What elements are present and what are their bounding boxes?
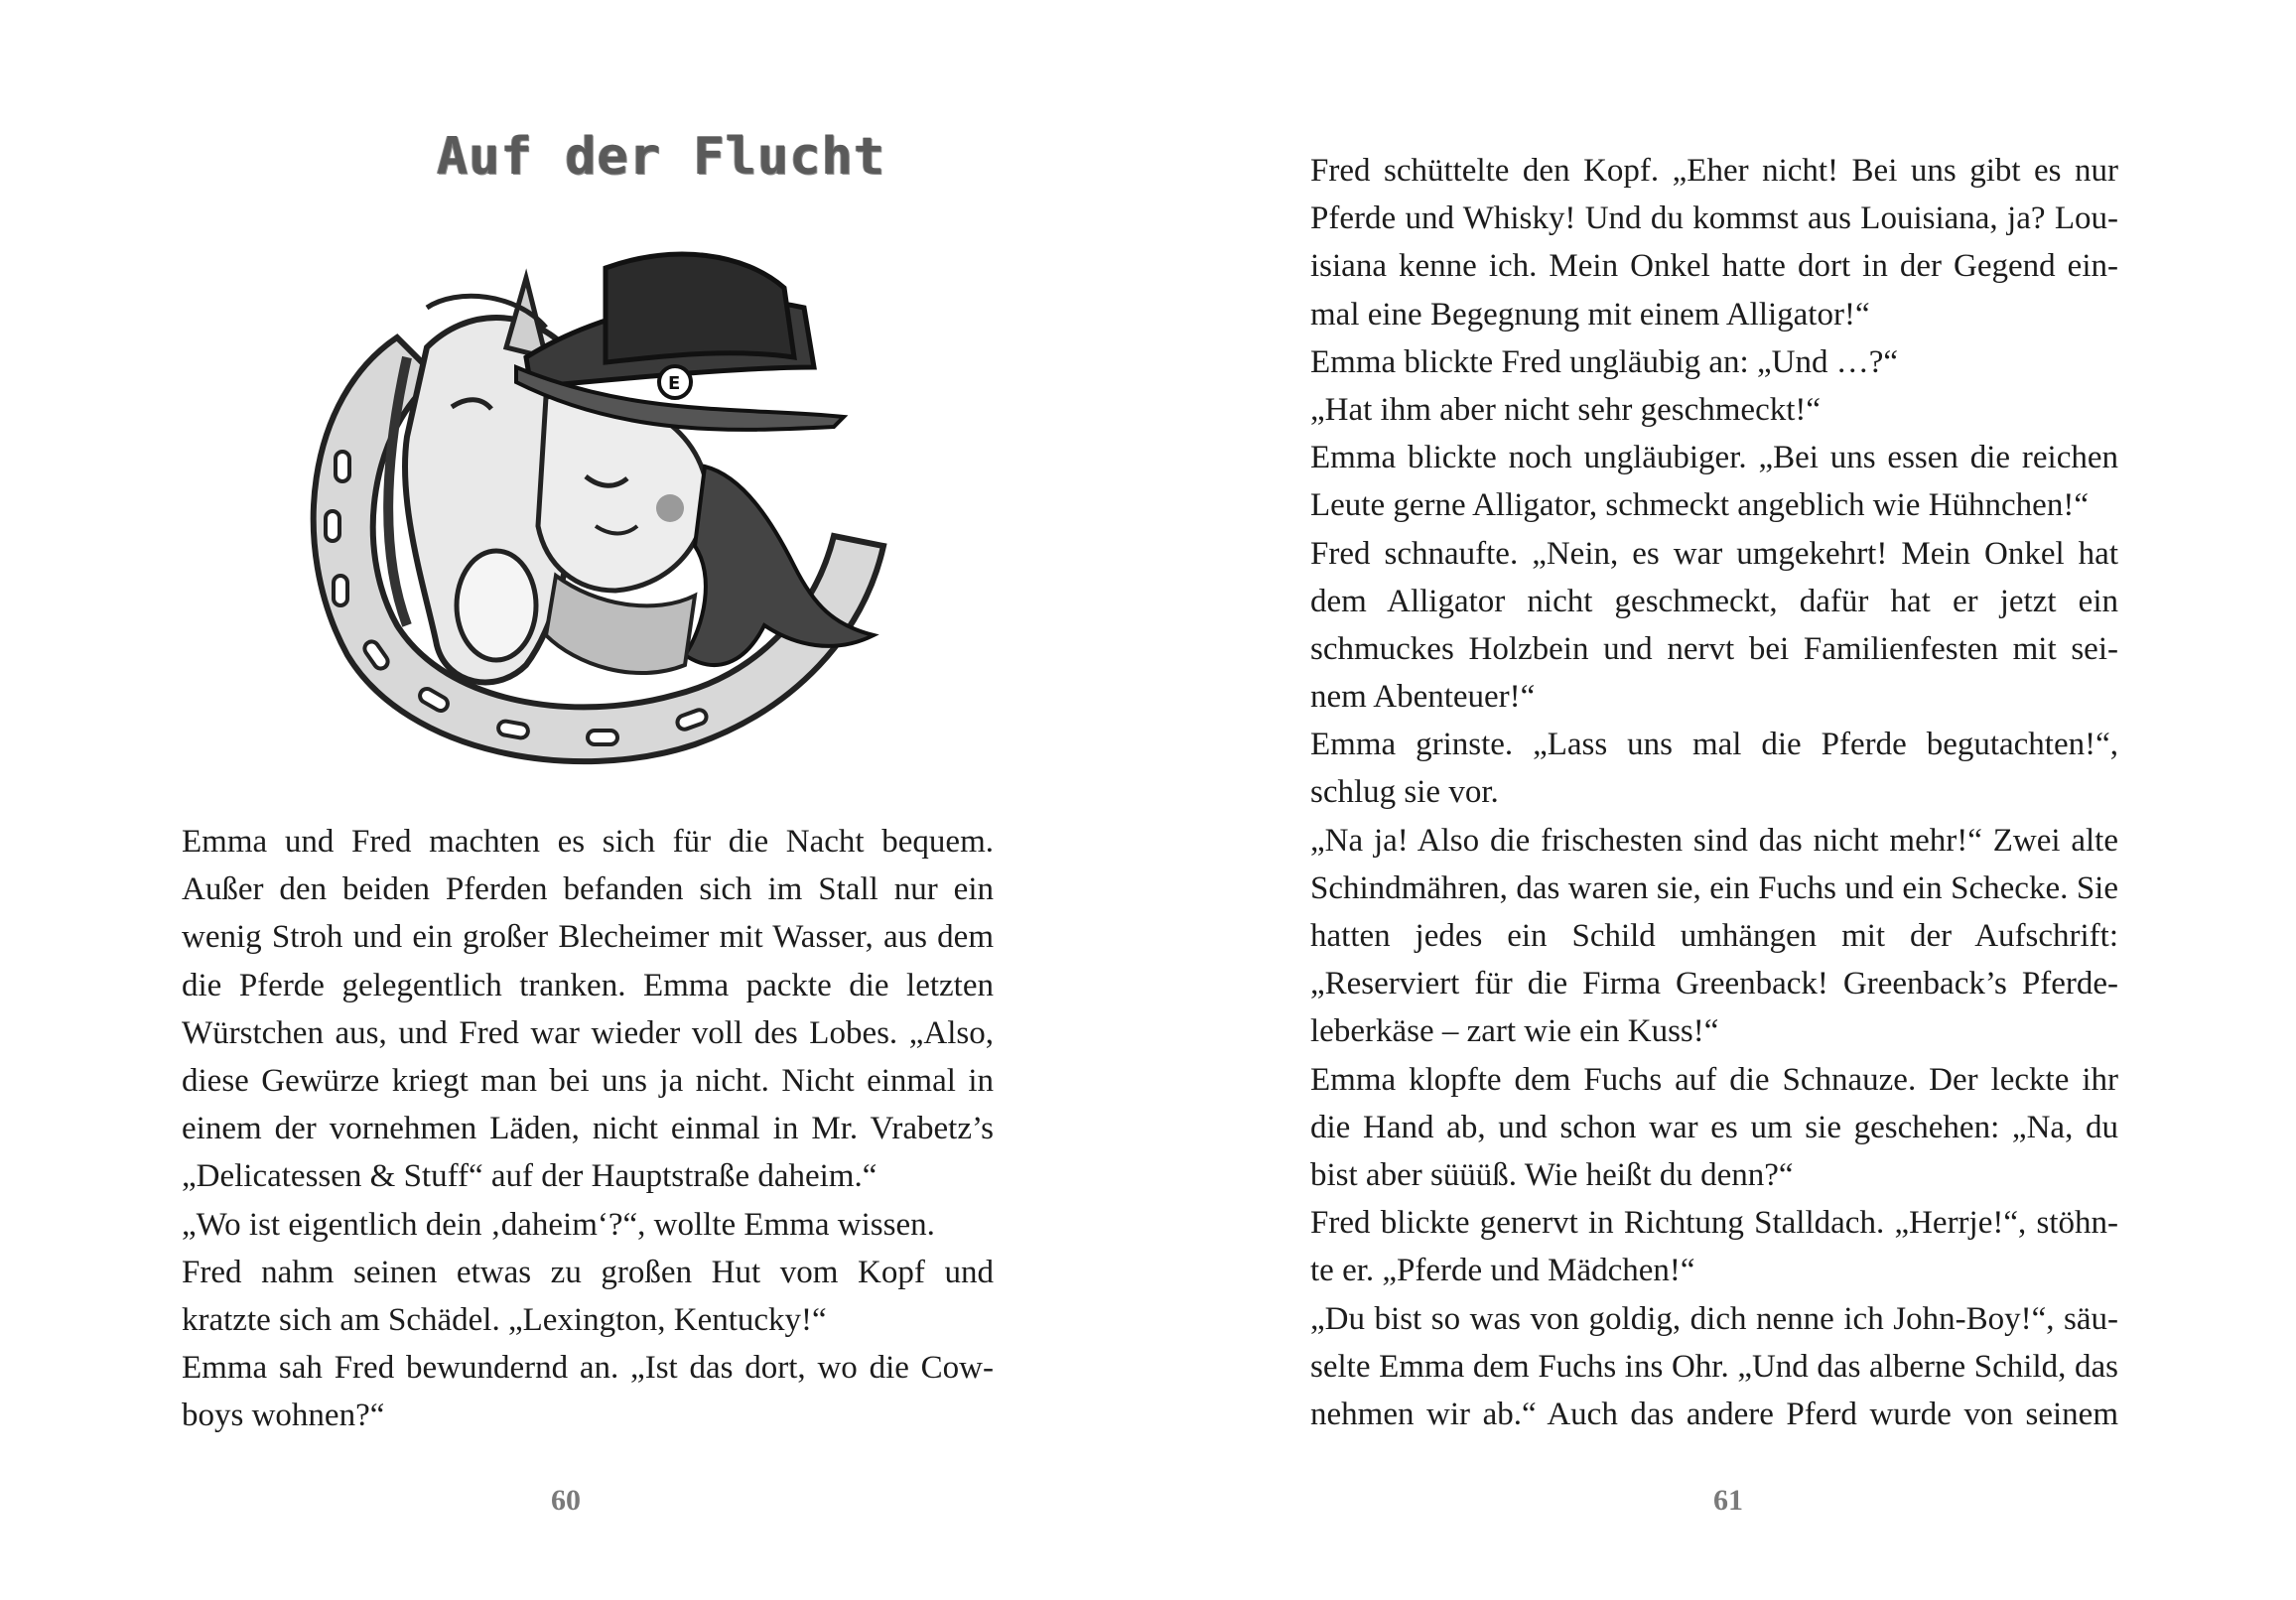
girl-with-cowboy-hat-and-horse-in-horseshoe-illustration — [278, 248, 933, 784]
text-line: bist aber süüüß. Wie heißt du denn?“ — [1310, 1156, 1794, 1193]
text-line: selte Emma dem Fuchs ins Ohr. „Und das alberne Schild, das — [1310, 1348, 2118, 1385]
text-line: boys wohnen?“ — [182, 1398, 385, 1434]
text-line: „Wo ist eigentlich dein ‚daheim‘?“, wollte Emma wissen. — [182, 1206, 935, 1243]
text-line: Emma sah Fred bewundernd an. „Ist das dort, wo die Cow- — [182, 1350, 994, 1387]
text-line: schlug sie vor. — [1310, 774, 1499, 811]
text-line: Fred schüttelte den Kopf. „Eher nicht! Bei uns gibt es nur — [1310, 153, 2118, 189]
text-line: „Reserviert für die Firma Greenback! Greenback’s Pferde- — [1310, 966, 2118, 1002]
text-line: diese Gewürze kriegt man bei uns ja nicht. Nicht einmal in — [182, 1062, 994, 1099]
text-line: nem Abenteuer!“ — [1310, 679, 1536, 716]
text-line: „Delicatessen & Stuff“ auf der Hauptstraße daheim.“ — [182, 1158, 878, 1195]
text-line: Fred nahm seinen etwas zu großen Hut vom Kopf und — [182, 1254, 994, 1290]
text-line: Emma und Fred machten es sich für die Nacht bequem. — [182, 824, 994, 860]
text-line: schmuckes Holzbein und nervt bei Familienfesten mit sei- — [1310, 630, 2118, 667]
text-line: Emma blickte Fred ungläubig an: „Und …?“ — [1310, 343, 1899, 380]
text-line: „Hat ihm aber nicht sehr geschmeckt!“ — [1310, 391, 1822, 428]
right-page-body-text — [1310, 147, 2118, 1438]
text-line: einem der vornehmen Läden, nicht einmal in Mr. Vrabetz’s — [182, 1111, 994, 1147]
text-line: kratzte sich am Schädel. „Lexington, Kentucky!“ — [182, 1301, 827, 1338]
text-line: Außer den beiden Pferden befanden sich im Stall nur ein — [182, 871, 994, 908]
text-line: Emma blickte noch ungläubiger. „Bei uns essen die reichen — [1310, 440, 2118, 476]
text-line: „Du bist so was von goldig, dich nenne ich John-Boy!“, säu- — [1310, 1300, 2118, 1337]
text-line: Emma grinste. „Lass uns mal die Pferde begutachten!“, — [1310, 727, 2118, 763]
text-line: „Na ja! Also die frischesten sind das nicht mehr!“ Zwei alte — [1310, 822, 2118, 859]
right-page — [1148, 0, 2296, 1600]
page-number: 60 — [551, 1484, 581, 1517]
text-line: Fred schnaufte. „Nein, es war umgekehrt! Mein Onkel hat — [1310, 535, 2118, 572]
svg-text:E: E — [668, 373, 681, 394]
text-line: die Hand ab, und schon war es um sie geschehen: „Na, du — [1310, 1109, 2118, 1145]
text-line: die Pferde gelegentlich tranken. Emma packte die letzten — [182, 967, 994, 1003]
text-line: leberkäse – zart wie ein Kuss!“ — [1310, 1013, 1719, 1050]
text-line: Pferde und Whisky! Und du kommst aus Louisiana, ja? Lou- — [1310, 200, 2118, 237]
text-line: Würstchen aus, und Fred war wieder voll des Lobes. „Also, — [182, 1014, 994, 1051]
text-line: nehmen wir ab.“ Auch das andere Pferd wurde von seinem — [1310, 1396, 2118, 1432]
text-line: wenig Stroh und ein großer Blecheimer mit Wasser, aus dem — [182, 919, 994, 956]
text-line: hatten jedes ein Schild umhängen mit der Aufschrift: — [1310, 918, 2118, 954]
chapter-title: Auf der Flucht — [437, 127, 886, 187]
text-line: te er. „Pferde und Mädchen!“ — [1310, 1253, 1695, 1289]
text-line: mal eine Begegnung mit einem Alligator!“ — [1310, 296, 1870, 333]
text-line: Fred blickte genervt in Richtung Stalldach. „Herrje!“, stöhn- — [1310, 1205, 2118, 1242]
text-line: Leute gerne Alligator, schmeckt angeblich wie Hühnchen!“ — [1310, 487, 2089, 524]
text-line: isiana kenne ich. Mein Onkel hatte dort in der Gegend ein- — [1310, 248, 2118, 285]
text-line: Schindmähren, das waren sie, ein Fuchs und ein Schecke. Sie — [1310, 869, 2118, 906]
text-line: dem Alligator nicht geschmeckt, dafür hat er jetzt ein — [1310, 583, 2118, 619]
left-page-body-text — [182, 818, 994, 1439]
text-line: Emma klopfte dem Fuchs auf die Schnauze. Der leckte ihr — [1310, 1061, 2118, 1098]
page-number: 61 — [1713, 1484, 1743, 1517]
